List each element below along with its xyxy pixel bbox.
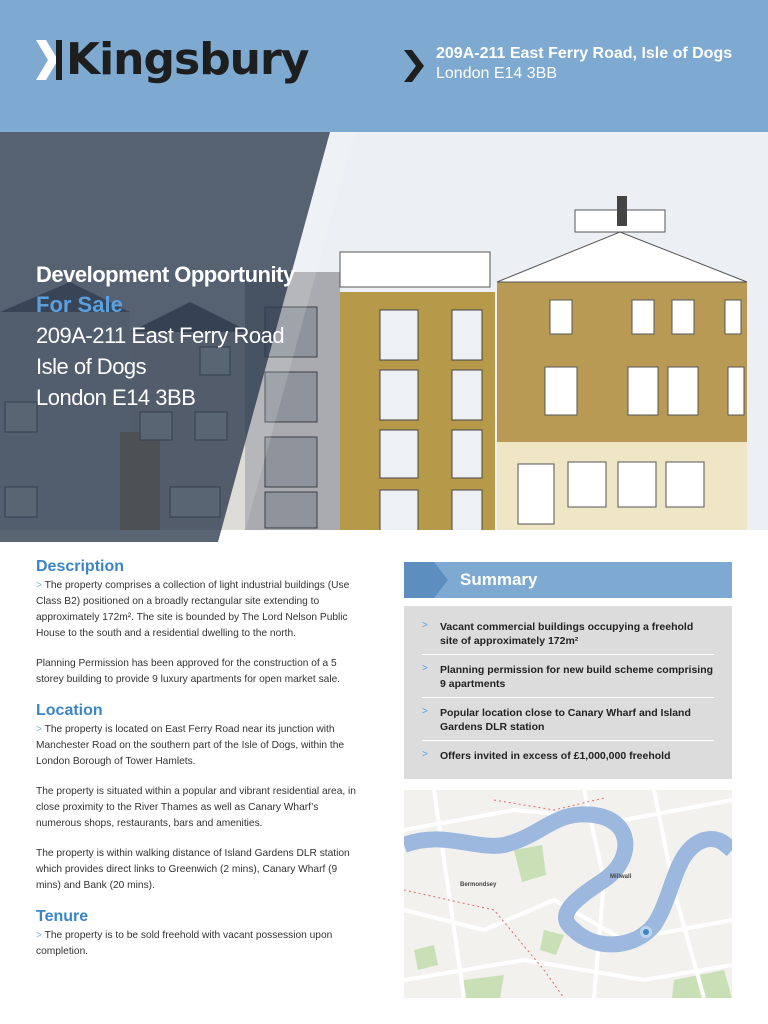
bullet-marker: > <box>36 580 42 591</box>
summary-panel <box>404 562 732 779</box>
summary-list <box>404 606 732 779</box>
description-heading: Description <box>36 558 125 575</box>
hero-title: Development Opportunity <box>36 262 295 287</box>
map-label-bermondsey: Bermondsey <box>460 882 497 888</box>
hero-image <box>0 132 768 542</box>
hero-address-line3: London E14 3BB <box>36 385 196 410</box>
summary-header <box>404 562 732 598</box>
description-para1: > The property comprises a collection of light industrial buildings (Use Class B2) positioned on a broadly rectangular site extending to approximately 172m². The site is bounded by The Lord Nelson Public House to the south and a residential dwelling to the north. <box>36 580 350 639</box>
tenure-heading: Tenure <box>36 908 89 925</box>
summary-item-text: Offers invited in excess of £1,000,000 freehold <box>440 750 671 762</box>
logo-chevron-icon <box>36 40 62 80</box>
left-column <box>36 558 362 974</box>
summary-item-text: Vacant commercial buildings occupying a freehold site of approximately 172m² <box>440 621 694 647</box>
header-address-line1: 209A-211 East Ferry Road, Isle of Dogs <box>436 45 733 62</box>
hero-address-line2: Isle of Dogs <box>36 354 147 379</box>
description-section <box>36 558 362 688</box>
summary-item <box>422 612 714 655</box>
header-band <box>0 0 768 132</box>
summary-item-text: Popular location close to Canary Wharf and Island Gardens DLR station <box>440 707 691 733</box>
bullet-marker: > <box>422 706 428 717</box>
location-para2: The property is situated within a popular and vibrant residential area, in close proximity to the River Thames as well as Canary Wharf’s numerous shops, restaurants, bars and amenities. <box>36 786 356 829</box>
location-para1: > The property is located on East Ferry Road near its junction with Manchester Road on the southern part of the Isle of Dogs, within the London Borough of Tower Hamlets. <box>36 724 345 767</box>
bullet-marker: > <box>36 930 42 941</box>
logo[interactable] <box>36 34 309 85</box>
summary-item <box>422 698 714 741</box>
chevron-decoration-icon <box>404 562 452 598</box>
map-label-millwall: Millwall <box>610 874 632 880</box>
bullet-marker: > <box>422 749 428 760</box>
hero-address-line1: 209A-211 East Ferry Road <box>36 323 285 348</box>
bullet-marker: > <box>422 663 428 674</box>
location-para3: The property is within walking distance of Island Gardens DLR station which provides direct links to Greenwich (2 mins), Canary Wharf (9 mins) and Bank (20 mins). <box>36 848 350 891</box>
hero-subtitle: For Sale <box>36 292 123 317</box>
tenure-para1: > The property is to be sold freehold with vacant possession upon completion. <box>36 930 333 957</box>
summary-item <box>422 655 714 698</box>
chevron-right-icon <box>404 50 424 82</box>
header-address-line2: London E14 3BB <box>436 65 557 82</box>
hero-text-block <box>36 260 295 413</box>
location-section <box>36 702 362 894</box>
tenure-section <box>36 908 362 960</box>
bullet-marker: > <box>422 620 428 631</box>
description-para2: Planning Permission has been approved for the construction of a 5 storey building to provide 9 luxury apartments for open market sale. <box>36 658 341 685</box>
logo-text: Kingsbury <box>66 34 309 85</box>
location-map[interactable] <box>404 790 732 998</box>
summary-title: Summary <box>460 570 538 589</box>
summary-item <box>422 741 714 769</box>
bullet-marker: > <box>36 724 42 735</box>
map-graphic <box>404 790 732 998</box>
summary-item-text: Planning permission for new build scheme comprising 9 apartments <box>440 664 714 690</box>
header-address <box>404 44 732 84</box>
location-heading: Location <box>36 702 103 719</box>
